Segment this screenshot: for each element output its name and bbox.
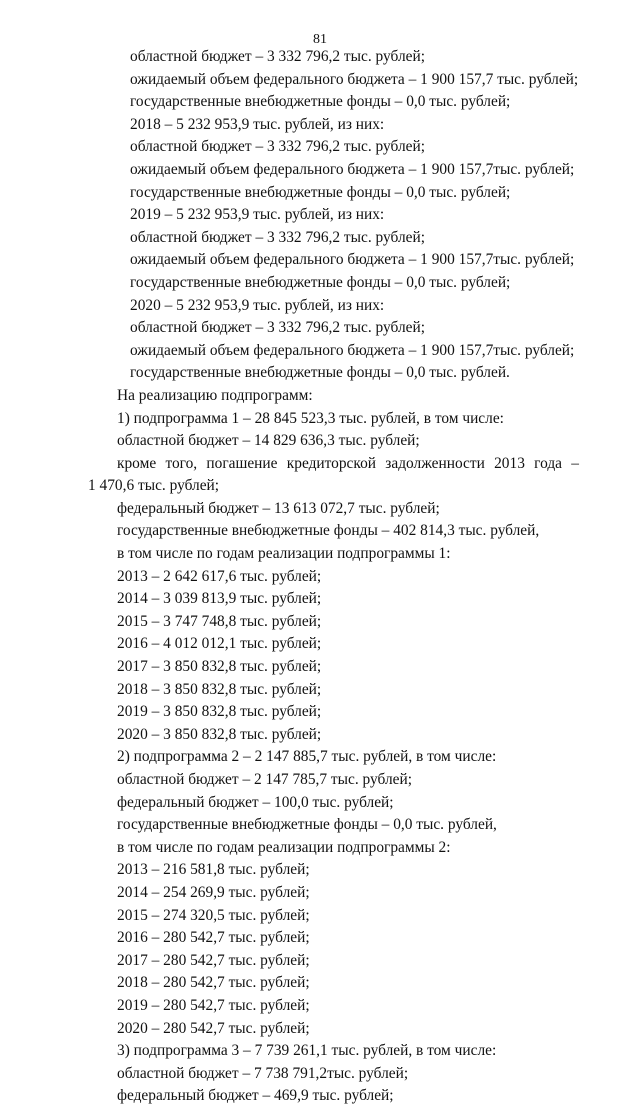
text-line: в том числе по годам реализации подпрограммы 2:: [117, 838, 451, 856]
text-word: –: [571, 454, 579, 472]
text-word: кроме: [117, 454, 157, 472]
text-line: 1) подпрограмма 1 – 28 845 523,3 тыс. рублей, в том числе:: [117, 409, 504, 427]
text-line: 2013 – 216 581,8 тыс. рублей;: [117, 861, 310, 879]
text-line: 2018 – 5 232 953,9 тыс. рублей, из них:: [130, 115, 385, 133]
text-line: 2019 – 280 542,7 тыс. рублей;: [117, 996, 310, 1014]
text-line: 2016 – 280 542,7 тыс. рублей;: [117, 929, 310, 947]
text-line: 2015 – 3 747 748,8 тыс. рублей;: [117, 612, 322, 630]
text-line: в том числе по годам реализации подпрограммы 1:: [117, 545, 451, 563]
text-line: 2020 – 280 542,7 тыс. рублей;: [117, 1019, 310, 1037]
text-line: 3) подпрограмма 3 – 7 739 261,1 тыс. рублей, в том числе:: [117, 1042, 497, 1060]
text-line: государственные внебюджетные фонды – 402 814,3 тыс. рублей,: [117, 522, 540, 540]
text-line: областной бюджет – 3 332 796,2 тыс. рублей;: [130, 138, 425, 156]
text-line: государственные внебюджетные фонды – 0,0 тыс. рублей;: [130, 273, 511, 291]
text-line: 2015 – 274 320,5 тыс. рублей;: [117, 906, 310, 924]
text-line: областной бюджет – 3 332 796,2 тыс. рублей;: [130, 48, 425, 65]
text-line: государственные внебюджетные фонды – 0,0 тыс. рублей.: [130, 364, 510, 382]
text-word: года: [534, 454, 563, 472]
document-body: [0, 46, 640, 1108]
text-line: 2018 – 3 850 832,8 тыс. рублей;: [117, 680, 322, 698]
text-line: государственные внебюджетные фонды – 0,0 тыс. рублей;: [130, 93, 511, 111]
page-number: 81: [313, 32, 327, 47]
text-word: 2013: [494, 454, 525, 472]
text-line: На реализацию подпрограмм:: [117, 386, 313, 404]
text-line: ожидаемый объем федерального бюджета – 1 900 157,7тыс. рублей;: [130, 251, 575, 269]
text-line: ожидаемый объем федерального бюджета – 1 900 157,7тыс. рублей;: [130, 341, 575, 359]
text-line: 2020 – 5 232 953,9 тыс. рублей, из них:: [130, 296, 385, 314]
text-line: 2014 – 254 269,9 тыс. рублей;: [117, 883, 310, 901]
text-word: погашение: [206, 454, 278, 472]
text-line: областной бюджет – 3 332 796,2 тыс. рублей;: [130, 228, 425, 246]
text-line: областной бюджет – 7 738 791,2тыс. рублей;: [117, 1064, 409, 1082]
text-line: 2019 – 5 232 953,9 тыс. рублей, из них:: [130, 206, 385, 224]
text-line: 1 470,6 тыс. рублей;: [88, 477, 220, 495]
text-line: государственные внебюджетные фонды – 0,0 тыс. рублей,: [117, 816, 497, 834]
text-line: федеральный бюджет – 100,0 тыс. рублей;: [117, 793, 394, 811]
text-line: [0, 453, 579, 476]
text-line: областной бюджет – 2 147 785,7 тыс. рублей;: [117, 771, 412, 788]
text-word: того,: [165, 454, 198, 472]
text-line: ожидаемый объем федерального бюджета – 1 900 157,7тыс. рублей;: [130, 160, 575, 178]
text-line: федеральный бюджет – 469,9 тыс. рублей;: [117, 1087, 394, 1105]
text-line: 2014 – 3 039 813,9 тыс. рублей;: [117, 590, 322, 608]
text-word: задолженности: [385, 454, 485, 472]
text-line: 2017 – 3 850 832,8 тыс. рублей;: [117, 658, 322, 676]
text-line: областной бюджет – 3 332 796,2 тыс. рублей;: [130, 319, 425, 337]
text-line: 2019 – 3 850 832,8 тыс. рублей;: [117, 703, 322, 721]
text-line: ожидаемый объем федерального бюджета – 1 900 157,7 тыс. рублей;: [130, 70, 579, 88]
text-line: 2020 – 3 850 832,8 тыс. рублей;: [117, 725, 322, 743]
text-line: 2013 – 2 642 617,6 тыс. рублей;: [117, 567, 322, 585]
text-line: 2018 – 280 542,7 тыс. рублей;: [117, 974, 310, 992]
text-line: 2017 – 280 542,7 тыс. рублей;: [117, 951, 310, 969]
text-line: государственные внебюджетные фонды – 0,0 тыс. рублей;: [130, 183, 511, 201]
text-word: кредиторской: [286, 454, 377, 472]
text-line: федеральный бюджет – 13 613 072,7 тыс. рублей;: [117, 499, 440, 517]
text-line: 2016 – 4 012 012,1 тыс. рублей;: [117, 635, 322, 653]
text-line: 2) подпрограмма 2 – 2 147 885,7 тыс. рублей, в том числе:: [117, 748, 497, 766]
text-line: областной бюджет – 14 829 636,3 тыс. рублей;: [117, 432, 420, 450]
